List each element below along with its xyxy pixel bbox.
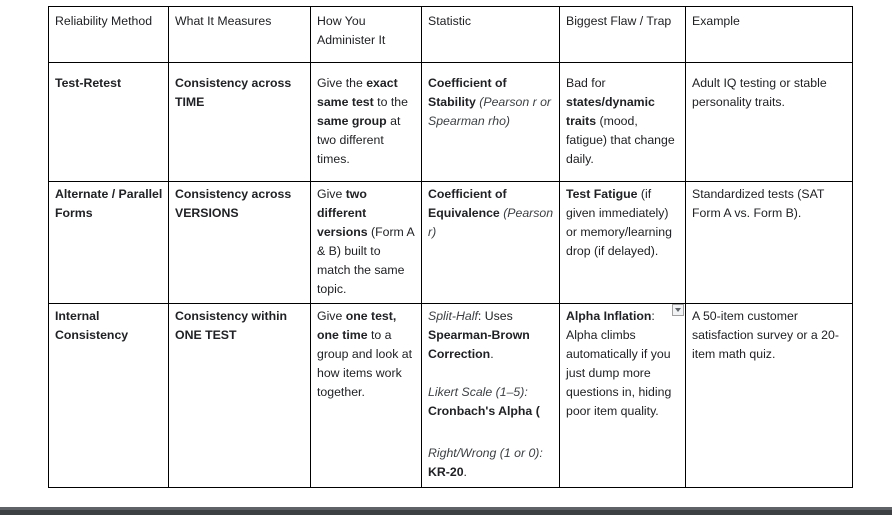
method-cell[interactable] [49, 182, 169, 304]
example-cell[interactable] [686, 304, 853, 488]
text-run: Give [317, 187, 346, 201]
table-row [49, 304, 853, 488]
italic-run: Right/Wrong (1 or 0): [428, 446, 543, 460]
text-run: . [463, 465, 467, 479]
bold-run: one test, one time [317, 309, 397, 342]
text-run: (Form A & B) built to match the same topic. [317, 225, 415, 296]
italic-run: Split-Half [428, 309, 478, 323]
table-row [49, 63, 853, 182]
statistic-cell[interactable] [422, 182, 560, 304]
header-cell[interactable] [422, 7, 560, 63]
reliability-table [48, 6, 853, 488]
bold-run: Alpha Inflation [566, 309, 652, 323]
example-cell[interactable] [686, 182, 853, 304]
text-run: . [490, 347, 494, 361]
method-label: Test-Retest [55, 76, 122, 90]
method-label: Internal Consistency [55, 309, 129, 342]
bold-run: Coefficient of Stability [428, 76, 507, 109]
paragraph-gap [428, 440, 554, 444]
measures-text: Consistency within [175, 309, 288, 323]
example-cell[interactable] [686, 63, 853, 182]
text-run: to the [373, 95, 408, 109]
header-cell[interactable] [686, 7, 853, 63]
measures-key: TIME [175, 95, 205, 109]
bold-run: Test Fatigue [566, 187, 638, 201]
example-text: Adult IQ testing or stable personality traits. [692, 76, 827, 109]
italic-run: (Pearson r or Spearman rho) [428, 95, 552, 128]
administer-cell[interactable] [311, 182, 422, 304]
header-label: Reliability Method [55, 14, 153, 28]
measures-cell[interactable] [169, 182, 311, 304]
flaw-cell[interactable] [560, 304, 686, 488]
flaw-cell[interactable] [560, 63, 686, 182]
bold-run: states/dynamic traits [566, 95, 655, 128]
text-run: Give [317, 309, 346, 323]
measures-key: VERSIONS [175, 206, 239, 220]
text-run: to a group and look at how items work together. [317, 328, 413, 399]
text-run: Bad for [566, 76, 606, 90]
dropdown-arrow-icon[interactable] [672, 304, 684, 316]
bold-run: KR-20 [428, 465, 464, 479]
bold-run: Coefficient of Equivalence [428, 187, 507, 220]
text-run: : Alpha climbs automatically if you just dump more questions in, hiding poor item quality. [566, 309, 672, 418]
text-run: (mood, fatigue) that change daily. [566, 114, 675, 166]
measures-cell[interactable] [169, 304, 311, 488]
header-label: Biggest Flaw / Trap [566, 14, 672, 28]
italic-run: Likert Scale (1–5): [428, 385, 528, 399]
paragraph-gap [428, 364, 554, 383]
example-text: A 50-item customer satisfaction survey or a 20-item math quiz. [692, 309, 839, 361]
header-row [49, 7, 853, 63]
bold-run: Cronbach's Alpha ( [428, 404, 540, 418]
administer-cell[interactable] [311, 304, 422, 488]
header-cell[interactable] [311, 7, 422, 63]
measures-text: Consistency across [175, 187, 292, 201]
statistic-cell[interactable] [422, 304, 560, 488]
bold-run: Spearman-Brown Correction [428, 328, 530, 361]
statistic-cell[interactable] [422, 63, 560, 182]
text-run: : Uses [477, 309, 513, 323]
example-text: Standardized tests (SAT Form A vs. Form B). [692, 187, 825, 220]
paragraph-gap [428, 421, 554, 440]
measures-text: Consistency across [175, 76, 292, 90]
header-label: How You Administer It [317, 14, 386, 47]
header-cell[interactable] [49, 7, 169, 63]
bold-run: same group [317, 114, 387, 128]
bottom-bar-edge [0, 507, 892, 510]
measures-cell[interactable] [169, 63, 311, 182]
text-run: Give the [317, 76, 367, 90]
header-label: What It Measures [175, 14, 272, 28]
window-bottom-bar [0, 507, 892, 515]
header-label: Example [692, 14, 740, 28]
text-run: at two different times. [317, 114, 401, 166]
table-row [49, 182, 853, 304]
bold-run: two different versions [317, 187, 368, 239]
bold-run: exact same test [317, 76, 398, 109]
header-cell[interactable] [560, 7, 686, 63]
text-run: (if given immediately) or memory/learning drop (if delayed). [566, 187, 672, 258]
flaw-cell[interactable] [560, 182, 686, 304]
administer-cell[interactable] [311, 63, 422, 182]
method-label: Alternate / Parallel Forms [55, 187, 163, 220]
header-label: Statistic [428, 14, 472, 28]
method-cell[interactable] [49, 63, 169, 182]
method-cell[interactable] [49, 304, 169, 488]
header-cell[interactable] [169, 7, 311, 63]
italic-run: (Pearson r) [428, 206, 554, 239]
measures-key: ONE TEST [175, 328, 237, 342]
